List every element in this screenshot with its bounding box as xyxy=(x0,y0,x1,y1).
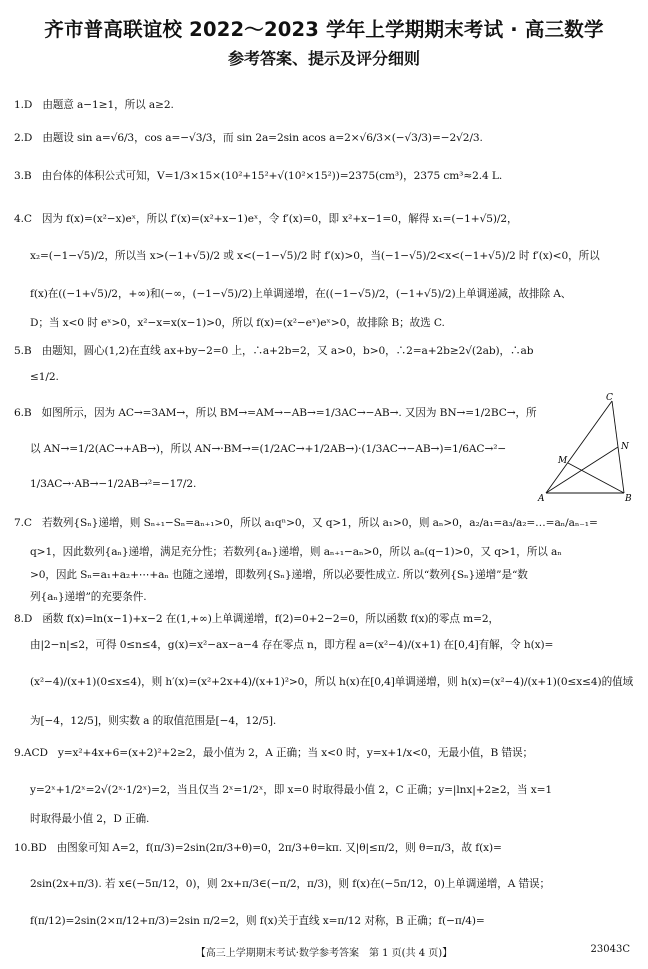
question-answer-line xyxy=(14,841,636,855)
label-n: N xyxy=(621,442,629,452)
question-number: 6.B xyxy=(14,407,32,419)
solution-text: ≤1/2. xyxy=(30,371,59,383)
solution-text: y=x²+4x+6=(x+2)²+2≥2，最小值为 2，A 正确；当 x<0 时，y=x+1/x<0，无最小值，B 错误； xyxy=(57,747,533,759)
triangle-figure xyxy=(536,393,636,503)
question-answer-line xyxy=(14,612,636,626)
question-number: 10.BD xyxy=(14,842,47,854)
solution-text: >0，因此 Sₙ=a₁+a₂+⋯+aₙ 也随之递增，即数列{Sₙ}递增，所以必要性成立. 所以“数列{Sₙ}递增”是“数 xyxy=(30,569,528,581)
solution-text: 若数列{Sₙ}递增，则 Sₙ₊₁−Sₙ=aₙ₊₁>0，所以 a₁qⁿ>0，又 q>1，所以 a₁>0，则 aₙ>0，a₂/a₁=a₃/a₂=…=aₙ/aₙ₋₁= xyxy=(41,517,598,529)
label-m: M xyxy=(558,456,568,466)
solution-line xyxy=(30,877,636,891)
label-a: A xyxy=(538,494,545,503)
solution-text: x₂=(−1−√5)/2，所以当 x>(−1+√5)/2 或 x<(−1−√5)/2 时 f′(x)>0，当(−1−√5)/2<x<(−1+√5)/2 时 f′(x)<0，所以 xyxy=(30,250,600,262)
question-answer-line xyxy=(14,344,636,358)
solution-line xyxy=(30,783,636,797)
solution-text: 由题意 a−1≥1，所以 a≥2. xyxy=(42,99,174,111)
solution-text: 如图所示，因为 AC→=3AM→，所以 BM→=AM→−AB→=1/3AC→−AB→. 又因为 BN→=1/2BC→，所 xyxy=(41,407,537,419)
page-footer: 【高三上学期期末考试·数学参考答案 第 1 页(共 4 页)】 xyxy=(195,948,453,959)
solution-line xyxy=(30,812,636,826)
solution-line xyxy=(30,714,636,728)
label-b: B xyxy=(625,494,632,503)
question-number: 9.ACD xyxy=(14,747,48,759)
question-number: 8.D xyxy=(14,613,33,625)
solution-line xyxy=(30,638,636,652)
solution-line xyxy=(30,590,636,604)
solution-line xyxy=(30,914,636,928)
question-answer-line xyxy=(14,746,636,760)
solution-text: 时取得最小值 2，D 正确. xyxy=(30,813,150,825)
solution-text: 由题设 sin a=√6/3，cos a=−√3/3，而 sin 2a=2sin acos a=2×√6/3×(−√3/3)=−2√2/3. xyxy=(42,132,483,144)
solution-text: 由题知，圆心(1,2)在直线 ax+by−2=0 上，∴a+2b=2，又 a>0，b>0，∴2=a+2b≥2√(2ab)，∴ab xyxy=(41,345,534,357)
question-answer-line xyxy=(14,212,636,226)
solution-line xyxy=(30,316,636,330)
question-number: 2.D xyxy=(14,132,33,144)
solution-line xyxy=(30,545,636,559)
solution-line xyxy=(30,568,636,582)
solution-text: 列{aₙ}递增”的充要条件. xyxy=(30,591,147,603)
solution-text: 由台体的体积公式可知，V=1/3×15×(10²+15²+√(10²×15²))=2375(cm³)，2375 cm³≈2.4 L. xyxy=(41,170,503,182)
solution-text: f(x)在((−1+√5)/2，+∞)和(−∞，(−1−√5)/2)上单调递增，在((−1−√5)/2，(−1+√5)/2)上单调递减，故排除 A、 xyxy=(30,288,572,300)
question-number: 3.B xyxy=(14,170,32,182)
solution-text: 函数 f(x)=ln(x−1)+x−2 在(1,+∞)上单调递增，f(2)=0+2−2=0，所以函数 f(x)的零点 m=2， xyxy=(42,613,500,625)
question-number: 1.D xyxy=(14,99,33,111)
solution-text: 2sin(2x+π/3). 若 x∈(−5π/12，0)，则 2x+π/3∈(−π/2，π/3)，则 f(x)在(−5π/12，0)上单调递增，A 错误； xyxy=(30,878,550,890)
solution-line xyxy=(30,370,636,384)
question-number: 7.C xyxy=(14,517,32,529)
question-number: 4.C xyxy=(14,213,32,225)
solution-text: f(π/12)=2sin(2×π/12+π/3)=2sin π/2=2，则 f(x)关于直线 x=π/12 对称，B 正确；f(−π/4)= xyxy=(30,915,485,927)
solution-line xyxy=(30,675,636,689)
question-answer-line xyxy=(14,131,636,145)
question-answer-line xyxy=(14,98,636,112)
page-title: 齐市普高联谊校 2022～2023 学年上学期期末考试 · 高三数学 xyxy=(44,18,604,41)
solution-text: y=2ˣ+1/2ˣ=2√(2ˣ·1/2ˣ)=2，当且仅当 2ˣ=1/2ˣ，即 x=0 时取得最小值 2，C 正确；y=|lnx|+2≥2，当 x=1 xyxy=(30,784,553,796)
solution-text: 由|2−n|≤2，可得 0≤n≤4，g(x)=x²−ax−a−4 存在零点 n，即方程 a=(x²−4)/(x+1) 在[0,4]有解，令 h(x)= xyxy=(30,639,554,651)
question-answer-line xyxy=(14,516,636,530)
solution-text: D；当 x<0 时 eˣ>0，x²−x=x(x−1)>0，所以 f(x)=(x²−eˣ)eˣ>0，故排除 B；故选 C. xyxy=(30,317,445,329)
solution-text: (x²−4)/(x+1)(0≤x≤4)，则 h′(x)=(x²+2x+4)/(x+1)²>0，所以 h(x)在[0,4]单调递增，则 h(x)=(x²−4)/(x+1)(0≤x≤4)的值域 xyxy=(30,676,634,688)
question-answer-line xyxy=(14,169,636,183)
solution-line xyxy=(30,249,636,263)
document-code: 23043C xyxy=(590,944,630,955)
page-subtitle: 参考答案、提示及评分细则 xyxy=(227,49,420,68)
solution-text: 为[−4，12/5]，则实数 a 的取值范围是[−4，12/5]. xyxy=(30,715,277,727)
solution-text: 由图象可知 A=2，f(π/3)=2sin(2π/3+θ)=0，2π/3+θ=kπ. 又|θ|≤π/2，则 θ=π/3，故 f(x)= xyxy=(56,842,502,854)
solution-text: q>1，因此数列{aₙ}递增，满足充分性；若数列{aₙ}递增，则 aₙ₊₁−aₙ>0，所以 aₙ(q−1)>0，又 q>1，所以 aₙ xyxy=(30,546,562,558)
solution-text: 1/3AC→·AB→−1/2AB→²=−17/2. xyxy=(30,478,197,490)
solution-text: 以 AN→=1/2(AC→+AB→)，所以 AN→·BM→=(1/2AC→+1/2AB→)·(1/3AC→−AB→)=1/6AC→²− xyxy=(30,443,507,455)
question-number: 5.B xyxy=(14,345,32,357)
label-c: C xyxy=(606,393,613,403)
solution-line xyxy=(30,287,636,301)
solution-text: 因为 f(x)=(x²−x)eˣ，所以 f′(x)=(x²+x−1)eˣ，令 f′(x)=0，即 x²+x−1=0，解得 x₁=(−1+√5)/2， xyxy=(41,213,518,225)
